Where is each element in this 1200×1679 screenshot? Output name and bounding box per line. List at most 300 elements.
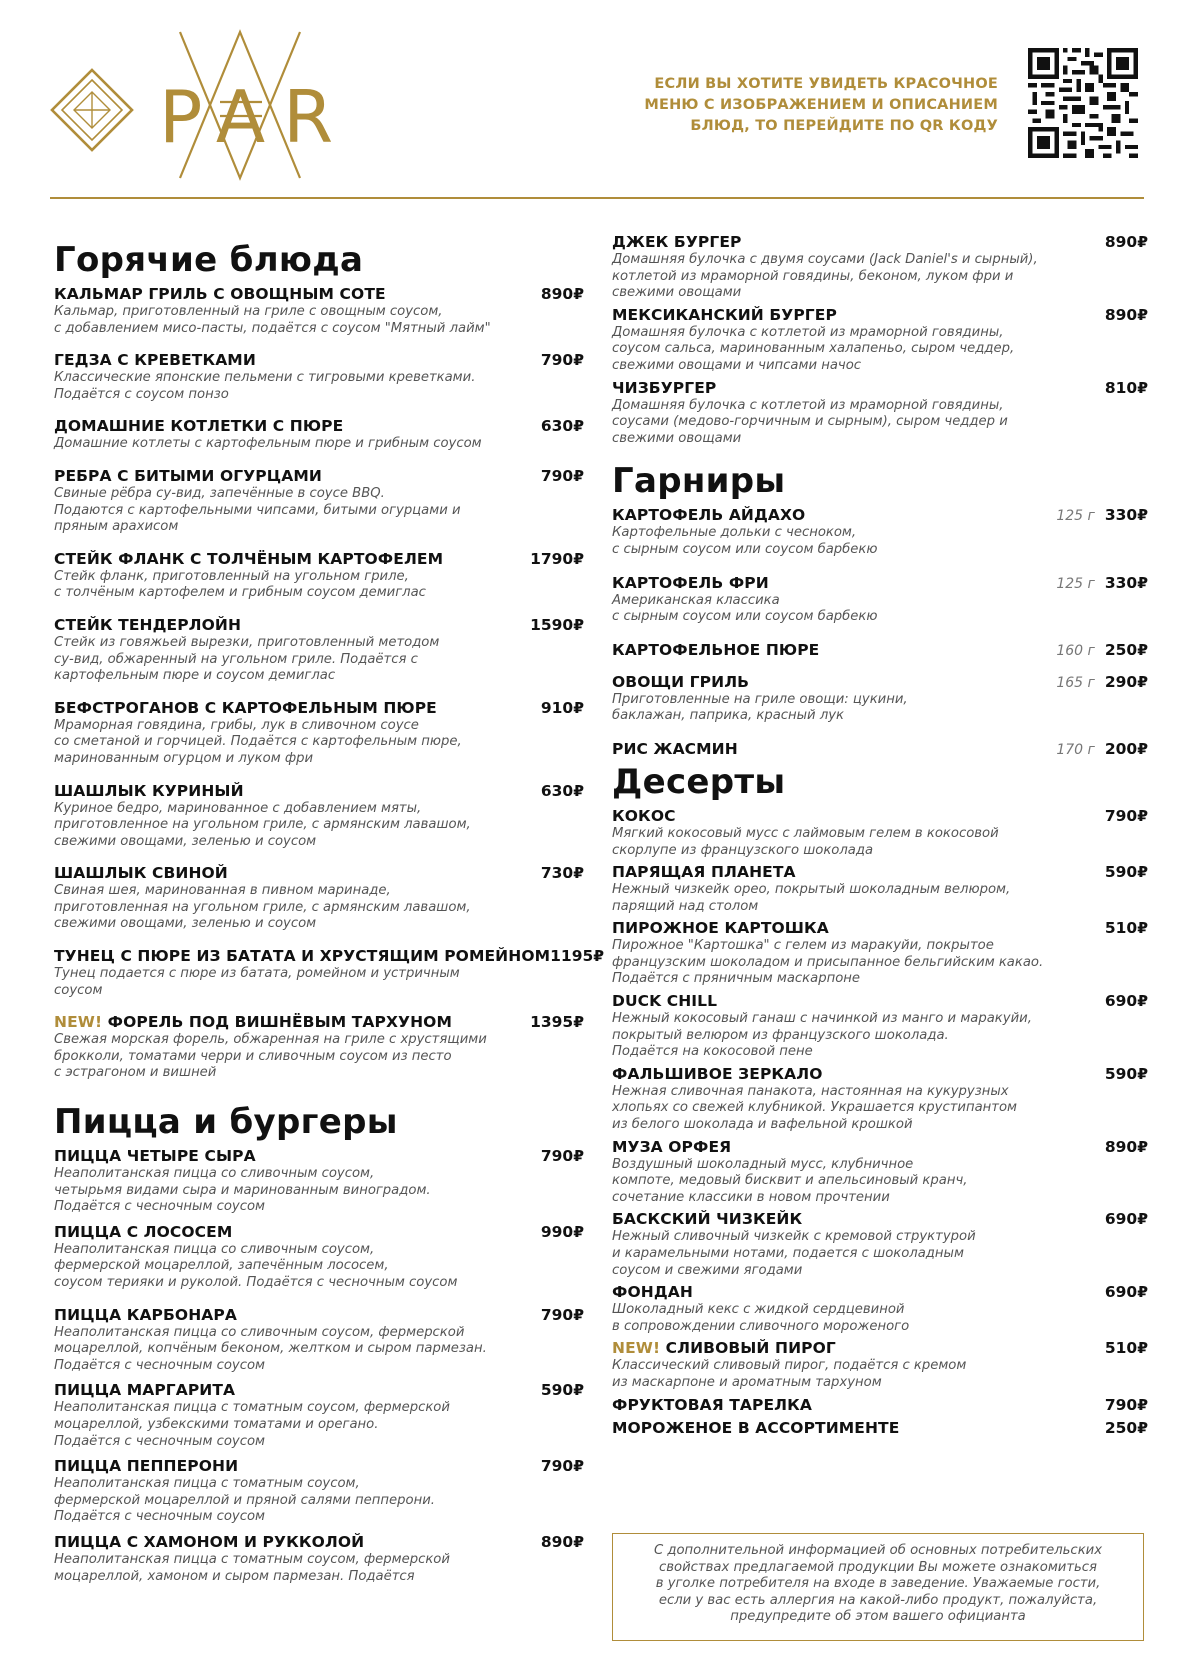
description-line: пряным арахисом (54, 519, 179, 535)
menu-item (54, 1532, 584, 1585)
menu-item-header (612, 862, 1148, 882)
menu-item-header (612, 1418, 1148, 1438)
menu-item-title: ШАШЛЫК СВИНОЙ (54, 864, 228, 883)
menu-item-header (612, 573, 1148, 593)
menu-item-header (612, 1282, 1148, 1302)
description-line: Свиные рёбра су-вид, запечённые в соусе BBQ. (54, 485, 385, 501)
menu-item-title: ФОРЕЛЬ ПОД ВИШНЁВЫМ ТАРХУНОМ (107, 1013, 452, 1032)
menu-item-price: 890₽ (1104, 305, 1148, 324)
menu-item-title: ПИЦЦА МАРГАРИТА (54, 1381, 236, 1400)
menu-item-price: 890₽ (540, 1532, 584, 1551)
menu-item-header (612, 505, 1148, 525)
description-line: Свежая морская форель, обжаренная на гриле с хрустящими (54, 1032, 487, 1048)
menu-item-title: ШАШЛЫК КУРИНЫЙ (54, 781, 244, 800)
description-line: Пирожное "Картошка" с гелем из маракуйи, покрытое (612, 938, 994, 954)
menu-item-description (612, 1011, 1148, 1061)
menu-item-price: 810₽ (1104, 378, 1148, 397)
allergy-notice (612, 1533, 1144, 1641)
description-line: французским шоколадом и присыпанное бельгийским какао. (612, 954, 1044, 970)
description-line: Нежный кокосовый ганаш с начинкой из манго и маракуйи, (612, 1011, 1032, 1027)
menu-item-price: 590₽ (1104, 1064, 1148, 1083)
description-line: фермерской моцареллой, запечённым лососем, (54, 1258, 389, 1274)
menu-item-description (612, 938, 1148, 988)
menu-item-price: 790₽ (1104, 1395, 1148, 1414)
menu-item-description (612, 593, 1148, 626)
description-line: хлопьях со свежей клубникой. Украшается крустипантом (612, 1100, 1017, 1116)
menu-item (54, 1456, 584, 1526)
description-line: Подаются с картофельными чипсами, битыми огурцами и (54, 502, 461, 518)
description-line: свежими овощами, зеленью и соусом (54, 833, 317, 849)
menu-item-header (54, 1146, 584, 1166)
menu-item-header (54, 1012, 584, 1032)
description-line: соусом сальса, маринованным халапеньо, сыром чеддер, (612, 341, 1015, 357)
description-line: Картофельные дольки с чесноком, (612, 525, 857, 541)
menu-item (612, 672, 1148, 725)
description-line: Неаполитанская пицца со сливочным соусом, (54, 1241, 375, 1257)
menu-item (612, 640, 1148, 660)
menu-item-price: 910₽ (540, 698, 584, 717)
menu-item-price: 790₽ (540, 1147, 584, 1166)
description-line: маринованным огурцом и луком фри (54, 750, 314, 766)
section-title-sides: Гарниры (612, 461, 786, 502)
menu-item-title: ПИЦЦА ЧЕТЫРЕ СЫРА (54, 1147, 256, 1166)
description-line: картофельным пюре и соусом демиглас (54, 668, 336, 684)
menu-item-name (612, 1137, 1105, 1157)
menu-item-title: СТЕЙК ФЛАНК С ТОЛЧЁНЫМ КАРТОФЕЛЕМ (54, 549, 444, 568)
menu-item-price: 590₽ (540, 1381, 584, 1400)
menu-item-price: 730₽ (540, 864, 584, 883)
description-line: соусом (54, 982, 103, 998)
menu-item (54, 466, 584, 536)
menu-item (54, 1305, 584, 1375)
section-title-hot-dishes: Горячие блюда (54, 240, 364, 280)
menu-item (612, 232, 1148, 302)
menu-item-description (54, 1242, 584, 1292)
notice-line: в уголке потребителя на входе в заведение. Уважаемые гости, (655, 1576, 1101, 1592)
menu-item-price: 690₽ (1104, 1210, 1148, 1229)
description-line: Неаполитанская пицца с томатным соусом, фермерской (54, 1551, 450, 1567)
menu-item-title: DUCK CHILL (612, 992, 718, 1011)
menu-item-price: 630₽ (540, 781, 584, 800)
description-line: Мягкий кокосовый мусс с лаймовым гелем в кокосовой (612, 825, 999, 841)
menu-item (612, 305, 1148, 375)
description-line: компоте, медовый бисквит и апельсиновый кранч, (612, 1173, 968, 1189)
new-badge: NEW! (54, 1013, 103, 1032)
menu-item-name (54, 863, 541, 883)
menu-item-name (54, 416, 541, 436)
menu-item-header (612, 739, 1148, 759)
menu-item-name (54, 466, 541, 486)
menu-item-description (54, 1166, 584, 1216)
description-line: Классический сливовый пирог, подаётся с кремом (612, 1358, 967, 1374)
menu-item-description (612, 1302, 1148, 1335)
menu-item (54, 549, 584, 602)
menu-item-description (54, 635, 584, 685)
menu-item-header (612, 1395, 1148, 1415)
hot-dishes-section (54, 240, 605, 1082)
menu-item-name (54, 1305, 541, 1325)
menu-item-header (612, 378, 1148, 398)
menu-item-name (54, 1012, 530, 1032)
description-line: Стейк из говяжьей вырезки, приготовленный методом (54, 634, 440, 650)
menu-item-title: РИС ЖАСМИН (612, 739, 738, 758)
menu-item (612, 991, 1148, 1061)
description-line: скорлупе из французского шоколада (612, 842, 874, 858)
description-line: Кальмар, приготовленный на гриле с овощным соусом, (54, 304, 443, 319)
description-line: и карамельными нотами, подается с шоколадным (612, 1246, 964, 1261)
description-line: Подаётся с чесночным соусом (54, 1433, 265, 1449)
description-line: Неаполитанская пицца с томатным соусом, (54, 1476, 360, 1492)
menu-item (612, 573, 1148, 626)
menu-item-title: ПИЦЦА С ЛОСОСЕМ (54, 1222, 233, 1241)
menu-item-price: 790₽ (1104, 806, 1148, 825)
menu-item (612, 918, 1148, 988)
description-line: Подаётся с соусом понзо (54, 386, 229, 402)
menu-item-description (54, 436, 584, 453)
menu-item-name (54, 1222, 541, 1242)
menu-item (54, 1380, 584, 1450)
menu-item-price: 790₽ (540, 466, 584, 485)
menu-item-title: КАРТОФЕЛЬНОЕ ПЮРЕ (612, 640, 820, 659)
menu-item (54, 1222, 584, 1292)
menu-item-header (612, 1209, 1148, 1229)
right-column (612, 232, 1148, 1445)
menu-item-header (54, 549, 584, 569)
menu-item-price: 250₽ (1104, 640, 1148, 659)
menu-item-title: ДЖЕК БУРГЕР (612, 233, 742, 251)
menu-item-description (54, 718, 584, 768)
notice-line: предупредите об этом вашего официанта (730, 1609, 1026, 1625)
menu-item-name (612, 806, 1105, 826)
menu-item-header (54, 1222, 584, 1242)
menu-item-name (612, 991, 1105, 1011)
menu-item-description (54, 1400, 584, 1450)
menu-item-header (612, 640, 1148, 660)
menu-item-price: 790₽ (540, 351, 584, 370)
menu-item-title: ПИЦЦА КАРБОНАРА (54, 1305, 237, 1324)
menu-item-header (54, 863, 584, 883)
section-title-desserts: Десерты (612, 761, 786, 802)
menu-item-description (612, 325, 1148, 375)
menu-item (612, 862, 1148, 915)
menu-item-description (612, 826, 1148, 859)
menu-item-title: СЛИВОВЫЙ ПИРОГ (665, 1339, 836, 1358)
menu-item-weight: 165 г (1056, 674, 1095, 691)
menu-item (612, 1209, 1148, 1279)
menu-item-title: ЧИЗБУРГЕР (612, 378, 717, 397)
par-logo (50, 30, 352, 180)
menu-item-header (612, 1338, 1148, 1358)
description-line: Подаётся на кокосовой пене (612, 1044, 813, 1060)
description-line: Свиная шея, маринованная в пивном маринаде, (54, 883, 391, 899)
menu-item-weight: 170 г (1056, 741, 1095, 758)
menu-item-name (54, 1380, 541, 1400)
menu-item-title: ПИЦЦА С ХАМОНОМ И РУККОЛОЙ (54, 1532, 365, 1551)
description-line: Приготовленные на гриле овощи: цукини, (612, 691, 908, 707)
description-line: из белого шоколада и вафельной крошкой (612, 1117, 913, 1133)
menu-item-name (612, 1395, 1105, 1415)
header-divider (50, 197, 1144, 199)
menu-item-weight: 125 г (1056, 575, 1095, 592)
qr-prompt (598, 74, 998, 137)
menu-item (612, 505, 1148, 558)
description-line: котлетой из мраморной говядины, беконом, луком фри и (612, 268, 1014, 284)
description-line: моцареллой, хамоном и сыром пармезан. Подаётся (54, 1568, 415, 1584)
menu-item-name (54, 1456, 541, 1476)
menu-item-description (54, 370, 584, 403)
description-line: моцареллой, узбекскими томатами и орегано. (54, 1416, 379, 1432)
menu-item-title: СТЕЙК ТЕНДЕРЛОЙН (54, 615, 242, 634)
description-line: с сырным соусом или соусом барбекю (612, 609, 878, 625)
menu-item (54, 1012, 584, 1082)
menu-item (54, 946, 605, 999)
menu-item-title: ОВОЩИ ГРИЛЬ (612, 672, 750, 691)
menu-item-description (612, 1157, 1148, 1207)
menu-item-name (612, 1282, 1105, 1302)
description-line: из маскарпоне и ароматным тархуном (612, 1374, 882, 1390)
description-line: Домашние котлеты с картофельным пюре и грибным соусом (54, 436, 482, 452)
description-line: брокколи, томатами черри и сливочным соусом из песто (54, 1048, 452, 1064)
menu-item-name (54, 781, 541, 801)
menu-item-title: ПИРОЖНОЕ КАРТОШКА (612, 919, 829, 938)
description-line: приготовленное на угольном гриле, с армянским лавашом, (54, 817, 471, 833)
menu-item-title: ФОНДАН (612, 1283, 693, 1302)
description-line: моцареллой, копчёным беконом, желтком и сыром пармезан. (54, 1341, 487, 1357)
menu-item-name (612, 305, 1105, 325)
menu-item (54, 1146, 584, 1216)
menu-item-title: ФАЛЬШИВОЕ ЗЕРКАЛО (612, 1064, 823, 1083)
menu-item-price: 1395₽ (530, 1013, 584, 1032)
menu-item-header (54, 350, 584, 370)
menu-item-title: РЕБРА С БИТЫМИ ОГУРЦАМИ (54, 466, 322, 485)
menu-item-header (612, 1064, 1148, 1084)
menu-item-header (54, 1305, 584, 1325)
menu-item-price: 290₽ (1104, 672, 1148, 691)
menu-item-description (612, 252, 1148, 302)
description-line: Мраморная говядина, грибы, лук в сливочном соусе (54, 717, 419, 733)
menu-item-weight: 160 г (1056, 642, 1095, 659)
menu-item (612, 739, 1148, 759)
description-line: Американская классика (612, 592, 780, 608)
menu-item-header (612, 806, 1148, 826)
menu-item-title: КОКОС (612, 806, 676, 825)
menu-item-price: 890₽ (1104, 233, 1148, 251)
description-line: Домашняя булочка с котлетой из мраморной говядины, (612, 324, 1004, 340)
description-line: Неаполитанская пицца с томатным соусом, фермерской (54, 1400, 450, 1416)
menu-item-title: КАЛЬМАР ГРИЛЬ С ОВОЩНЫМ СОТЕ (54, 285, 386, 303)
sides-section (612, 461, 1148, 759)
menu-item-description (612, 1084, 1148, 1134)
description-line: фермерской моцареллой и пряной салями пепперони. (54, 1492, 435, 1508)
burgers-section (612, 232, 1148, 447)
menu-item-price: 510₽ (1104, 1339, 1148, 1358)
menu-item-description (612, 1358, 1148, 1391)
menu-item-header (54, 1456, 584, 1476)
menu-item-header (612, 1137, 1148, 1157)
description-line: с сырным соусом или соусом барбекю (612, 541, 878, 557)
description-line: в сопровождении сливочного мороженого (612, 1318, 910, 1334)
menu-item-header (612, 991, 1148, 1011)
menu-item-price: 690₽ (1104, 992, 1148, 1011)
menu-item-title: БЕФСТРОГАНОВ С КАРТОФЕЛЬНЫМ ПЮРЕ (54, 698, 437, 717)
menu-item-description (54, 1476, 584, 1526)
menu-item-name (612, 505, 1056, 525)
menu-item-description (612, 882, 1148, 915)
menu-item-name (612, 739, 1056, 759)
description-line: Нежный сливочный чизкейк с кремовой структурой (612, 1229, 976, 1245)
menu-item-name (612, 378, 1105, 398)
left-column (54, 226, 605, 1592)
menu-item-name (54, 946, 550, 966)
description-line: Тунец подается с пюре из батата, ромейном и устричным (54, 966, 460, 982)
description-line: свежими овощами (612, 430, 742, 446)
menu-item-name (612, 1209, 1105, 1229)
menu-item (612, 1282, 1148, 1335)
description-line: соусом терияки и руколой. Подаётся с чесночным соусом (54, 1275, 458, 1290)
menu-item (54, 698, 584, 768)
menu-item (612, 1395, 1148, 1415)
menu-item-header (54, 1380, 584, 1400)
menu-item-header (54, 416, 584, 436)
menu-item (54, 781, 584, 851)
description-line: с добавлением мисо-пасты, подаётся с соусом "Мятный лайм" (54, 320, 491, 336)
menu-item-price: 330₽ (1104, 573, 1148, 592)
menu-item-price: 200₽ (1104, 739, 1148, 758)
description-line: соусами (медово-горчичным и сырным), сыром чеддер и (612, 414, 1008, 430)
menu-item (612, 1418, 1148, 1438)
description-line: су-вид, обжаренный на угольном гриле. Подаётся с (54, 651, 418, 667)
menu-item-description (54, 966, 584, 999)
menu-item-title: КАРТОФЕЛЬ ФРИ (612, 573, 769, 592)
notice-line: свойствах предлагаемой продукции Вы можете ознакомиться (659, 1559, 1097, 1575)
menu-item-name (54, 549, 530, 569)
menu-item-description (54, 883, 584, 933)
description-line: свежими овощами (612, 285, 742, 301)
new-badge: NEW! (612, 1339, 661, 1358)
description-line: Подаётся с пряничным маскарпоне (612, 971, 861, 987)
menu-item-description (612, 398, 1148, 448)
menu-item-name (612, 1338, 1105, 1358)
menu-item-price: 330₽ (1104, 506, 1148, 525)
menu-item-name (612, 862, 1105, 882)
description-line: сочетание классики в новом прочтении (612, 1189, 890, 1205)
menu-item-name (54, 1146, 541, 1166)
description-line: Подаётся с чесночным соусом (54, 1357, 265, 1373)
qr-prompt-line: МЕНЮ С ИЗОБРАЖЕНИЕМ И ОПИСАНИЕМ (644, 97, 998, 113)
description-line: Воздушный шоколадный мусс, клубничное (612, 1156, 914, 1172)
menu-item-header (54, 698, 584, 718)
menu-item-price: 790₽ (540, 1457, 584, 1476)
menu-item-header (612, 918, 1148, 938)
description-line: приготовленная на угольном гриле, с армянским лавашом, (54, 899, 471, 915)
menu-item-title: МЕКСИКАНСКИЙ БУРГЕР (612, 305, 837, 324)
menu-item (612, 806, 1148, 859)
menu-item-name (54, 615, 530, 635)
menu-item-description (54, 801, 584, 851)
menu-item-title: ДОМАШНИЕ КОТЛЕТКИ С ПЮРЕ (54, 417, 344, 436)
menu-item-name (54, 284, 541, 304)
description-line: соусом и свежими ягодами (612, 1262, 803, 1278)
menu-item-title: МОРОЖЕНОЕ В АССОРТИМЕНТЕ (612, 1418, 900, 1437)
menu-item-price: 630₽ (540, 417, 584, 436)
menu-item-price: 250₽ (1104, 1418, 1148, 1437)
menu-item-price: 690₽ (1104, 1283, 1148, 1302)
menu-item-name (612, 232, 1105, 252)
menu-item-price: 890₽ (540, 285, 584, 303)
menu-item-name (54, 698, 541, 718)
notice-line: С дополнительной информацией об основных потребительских (653, 1543, 1103, 1558)
description-line: свежими овощами и чипсами начос (612, 357, 862, 373)
description-line: Домашняя булочка с котлетой из мраморной говядины, (612, 397, 1004, 413)
menu-item-name (612, 573, 1056, 593)
menu-item-description (612, 1229, 1148, 1279)
menu-item-header (612, 232, 1148, 252)
menu-item-price: 890₽ (1104, 1137, 1148, 1156)
menu-item (54, 350, 584, 403)
menu-item-name (612, 1064, 1105, 1084)
menu-item-name (612, 918, 1105, 938)
menu-item-header (54, 466, 584, 486)
pizza-burgers-section (54, 1102, 584, 1585)
description-line: покрытый велюром из французского шоколада. (612, 1027, 949, 1043)
description-line: Шоколадный кекс с жидкой сердцевиной (612, 1302, 905, 1318)
menu-item-price: 990₽ (540, 1222, 584, 1241)
menu-item-price: 590₽ (1104, 863, 1148, 882)
description-line: Домашняя булочка с двумя соусами (Jack Daniel's и сырный), (612, 252, 1038, 267)
menu-item-description (54, 486, 584, 536)
menu-item (54, 416, 584, 453)
notice-line: если у вас есть аллергия на какой-либо продукт, пожалуйста, (658, 1592, 1098, 1608)
menu-item-title: ПИЦЦА ПЕППЕРОНИ (54, 1457, 239, 1476)
description-line: Подаётся с чесночным соусом (54, 1509, 265, 1525)
menu-item-description (612, 525, 1148, 558)
header (0, 0, 1200, 200)
menu-item-name (612, 1418, 1105, 1438)
desserts-section (612, 762, 1148, 1438)
menu-item-description (612, 692, 1148, 725)
description-line: баклажан, паприка, красный лук (612, 708, 845, 724)
description-line: с эстрагоном и вишней (54, 1065, 217, 1081)
logo-text: PAR (159, 75, 352, 159)
description-line: с толчёным картофелем и грибным соусом демиглас (54, 585, 426, 601)
section-title-pizza-burgers: Пицца и бургеры (54, 1102, 398, 1143)
description-line: Нежный чизкейк орео, покрытый шоколадным велюром, (612, 882, 1011, 898)
menu-item (612, 1338, 1148, 1391)
menu-item-description (54, 569, 584, 602)
qr-code[interactable] (1028, 48, 1138, 158)
menu-item-description (54, 1032, 584, 1082)
menu-item-price: 1590₽ (530, 615, 584, 634)
menu-item-description (54, 1552, 584, 1585)
menu-item-title: ПАРЯЩАЯ ПЛАНЕТА (612, 863, 796, 882)
qr-prompt-line: ЕСЛИ ВЫ ХОТИТЕ УВИДЕТЬ КРАСОЧНОЕ (654, 76, 998, 92)
menu-item-header (54, 946, 605, 966)
menu-item-header (54, 781, 584, 801)
menu-item (612, 378, 1148, 448)
description-line: свежими овощами, зеленью и соусом (54, 916, 317, 932)
menu-item-price: 510₽ (1104, 919, 1148, 938)
description-line: Подаётся с чесночным соусом (54, 1199, 265, 1215)
menu-item-description (54, 304, 584, 337)
description-line: Неаполитанская пицца со сливочным соусом, фермерской (54, 1324, 465, 1340)
menu-item-price: 1790₽ (530, 549, 584, 568)
description-line: со сметаной и горчицей. Подаётся с картофельным пюре, (54, 734, 462, 750)
menu-item-name (612, 672, 1056, 692)
description-line: Стейк фланк, приготовленный на угольном гриле, (54, 568, 409, 584)
description-line: Классические японские пельмени с тигровыми креветками. (54, 370, 476, 386)
menu-item (54, 863, 584, 933)
menu-item-title: ФРУКТОВАЯ ТАРЕЛКА (612, 1395, 812, 1414)
